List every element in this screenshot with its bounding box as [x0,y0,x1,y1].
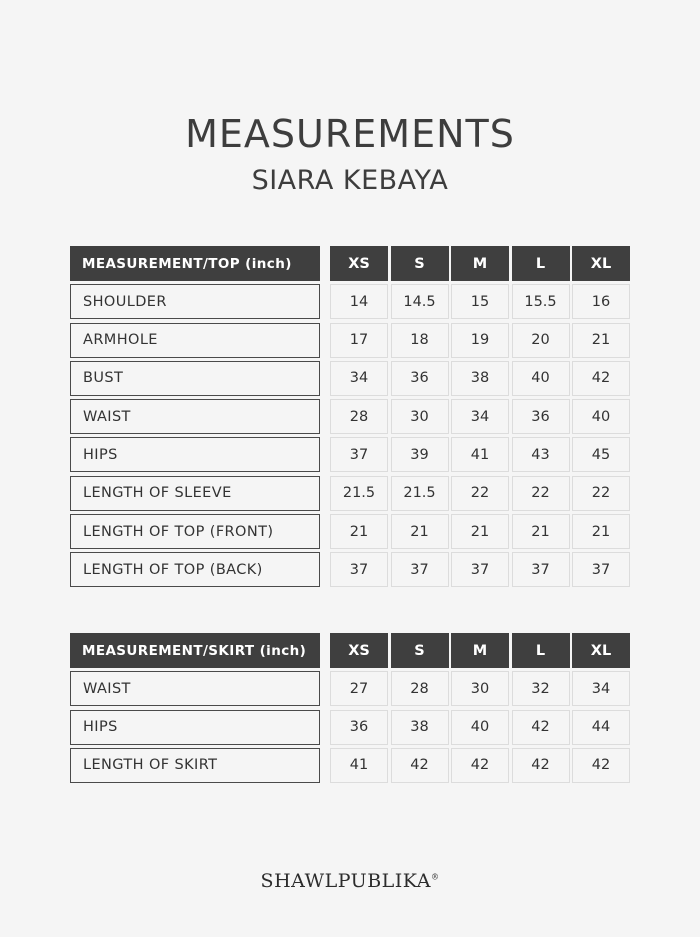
brand-name: SHAWLPUBLIKA [260,870,431,892]
measurement-value: 36 [330,710,388,745]
row-label: SHOULDER [70,284,320,319]
table-row [70,284,630,319]
measurement-value: 42 [512,748,570,783]
measurement-value: 37 [451,552,509,587]
measurement-value: 21 [512,514,570,549]
skirt-measurement-table [70,633,630,786]
measurement-value: 42 [512,710,570,745]
table-row [70,552,630,587]
measurement-value: 22 [451,476,509,511]
header-size: XL [572,246,630,281]
measurement-value: 42 [391,748,449,783]
page-subtitle: SIARA KEBAYA [251,165,449,196]
measurement-value: 39 [391,437,449,472]
measurement-value: 15 [451,284,509,319]
measurement-value: 21.5 [391,476,449,511]
measurement-value: 30 [451,671,509,706]
row-label: BUST [70,361,320,396]
table-row [70,476,630,511]
header-size: M [451,246,509,281]
header-size: M [451,633,509,668]
table-header-row [70,633,630,668]
row-label: LENGTH OF TOP (FRONT) [70,514,320,549]
table-row [70,710,630,745]
measurement-value: 32 [512,671,570,706]
measurement-value: 37 [330,437,388,472]
measurement-value: 22 [572,476,630,511]
measurement-value: 42 [572,748,630,783]
measurement-value: 44 [572,710,630,745]
measurement-value: 43 [512,437,570,472]
header-label: MEASUREMENT/SKIRT (inch) [70,633,320,668]
measurement-value: 42 [451,748,509,783]
measurement-value: 28 [330,399,388,434]
measurement-value: 37 [330,552,388,587]
row-label: LENGTH OF TOP (BACK) [70,552,320,587]
registered-mark: ® [430,872,440,882]
table-row [70,748,630,783]
header-size: XS [330,633,388,668]
measurement-value: 17 [330,323,388,358]
measurement-value: 42 [572,361,630,396]
row-label: LENGTH OF SKIRT [70,748,320,783]
measurement-value: 16 [572,284,630,319]
measurement-value: 36 [391,361,449,396]
header-label: MEASUREMENT/TOP (inch) [70,246,320,281]
measurement-value: 34 [330,361,388,396]
table-row [70,361,630,396]
measurement-value: 18 [391,323,449,358]
row-label: LENGTH OF SLEEVE [70,476,320,511]
measurement-value: 14 [330,284,388,319]
measurement-value: 21.5 [330,476,388,511]
header-size: XL [572,633,630,668]
table-header-row [70,246,630,281]
measurement-value: 21 [572,514,630,549]
measurement-value: 37 [572,552,630,587]
measurement-value: 38 [451,361,509,396]
measurement-value: 40 [572,399,630,434]
measurement-value: 38 [391,710,449,745]
measurement-value: 22 [512,476,570,511]
row-label: HIPS [70,710,320,745]
header-size: L [512,246,570,281]
measurement-value: 30 [391,399,449,434]
top-measurement-table [70,246,630,591]
measurement-value: 37 [512,552,570,587]
measurement-value: 21 [330,514,388,549]
measurement-value: 40 [451,710,509,745]
measurement-value: 37 [391,552,449,587]
measurement-value: 36 [512,399,570,434]
measurement-value: 21 [391,514,449,549]
measurement-value: 20 [512,323,570,358]
measurement-value: 14.5 [391,284,449,319]
header-size: S [391,633,449,668]
measurement-value: 34 [572,671,630,706]
measurement-value: 45 [572,437,630,472]
measurement-value: 40 [512,361,570,396]
measurement-value: 41 [451,437,509,472]
row-label: HIPS [70,437,320,472]
header-size: L [512,633,570,668]
measurement-value: 21 [572,323,630,358]
header-size: S [391,246,449,281]
row-label: WAIST [70,399,320,434]
header-size: XS [330,246,388,281]
brand-logo [0,870,700,892]
page-title: MEASUREMENTS [185,112,515,156]
table-row [70,671,630,706]
measurement-value: 19 [451,323,509,358]
table-row [70,399,630,434]
measurement-value: 21 [451,514,509,549]
table-row [70,437,630,472]
table-row [70,323,630,358]
table-row [70,514,630,549]
measurement-value: 27 [330,671,388,706]
measurement-value: 41 [330,748,388,783]
measurement-value: 15.5 [512,284,570,319]
measurement-value: 28 [391,671,449,706]
row-label: ARMHOLE [70,323,320,358]
row-label: WAIST [70,671,320,706]
measurement-value: 34 [451,399,509,434]
